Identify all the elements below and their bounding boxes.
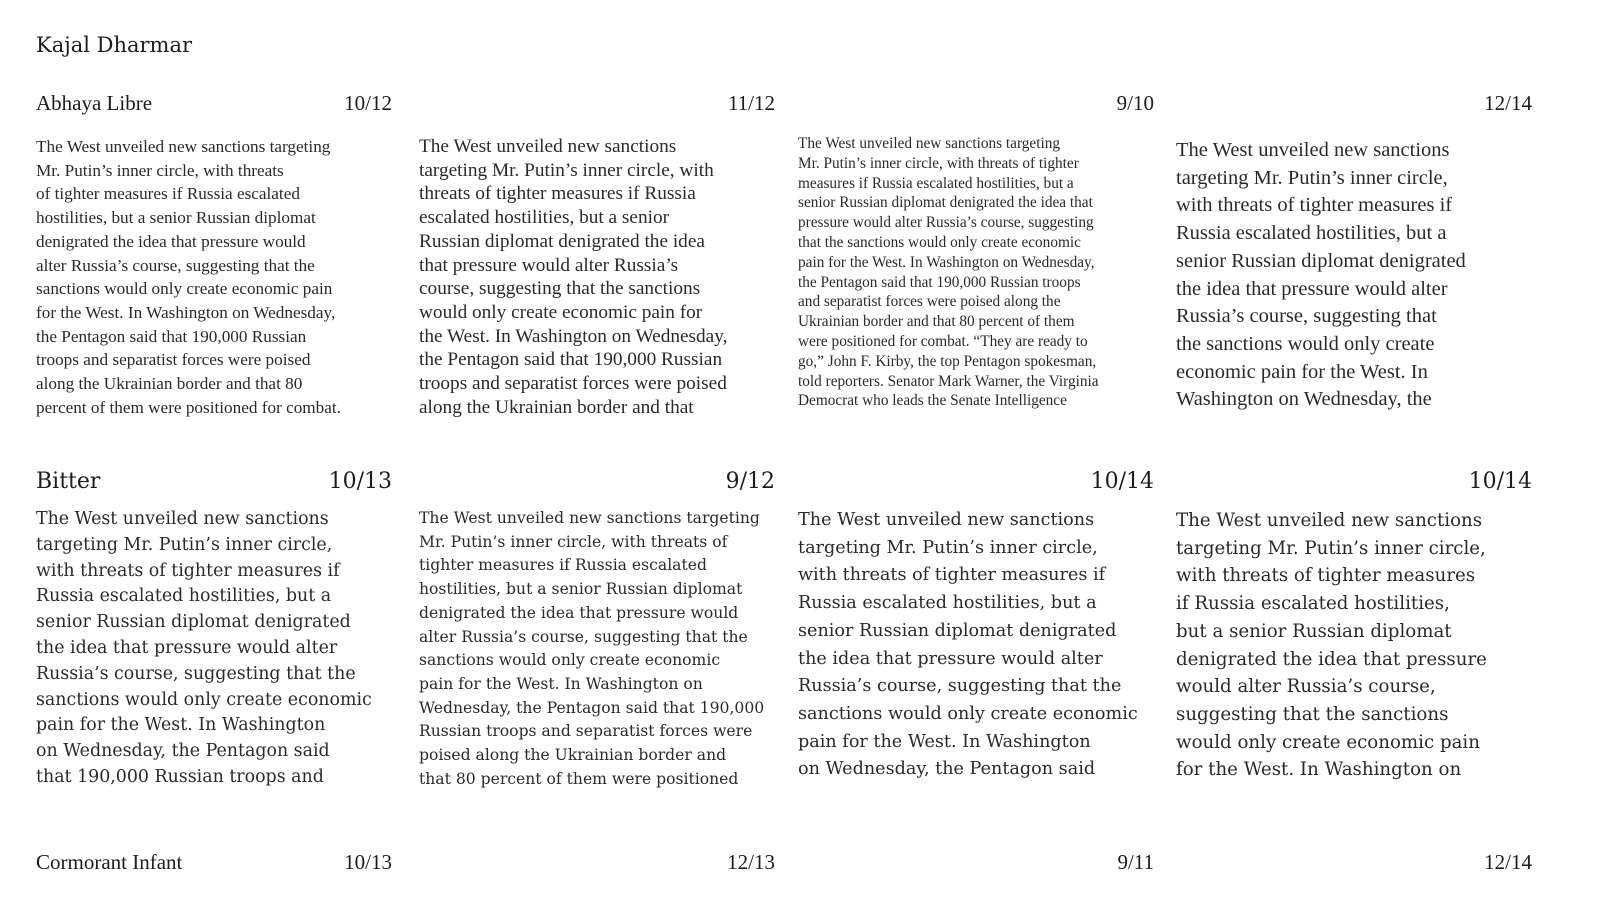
specimen-cell	[1176, 848, 1532, 878]
font-family-name: Bitter	[36, 469, 101, 494]
specimen-cell	[798, 89, 1154, 411]
specimen-header	[1176, 467, 1532, 495]
page-title: Kajal Dharmar	[36, 33, 193, 57]
sample-paragraph: The West unveiled new sanctions targeting Mr. Putin’s inner circle, with threats of tighter measures if Russia escalated hostilities, but a senior Russian diplomat denigrated the idea that pressure would alter Russia’s course, suggesting that the sanctions would only create economic pain for the West. In Washington on Wednesday, the Pentagon said	[798, 510, 1138, 780]
specimen-header	[798, 467, 1154, 495]
sample-paragraph: The West unveiled new sanctions targeting Mr. Putin’s inner circle, with threats of tighter measures if Russia escalated hostilities, but a senior Russian diplomat denigrated the idea that pressure would alter Russia’s course, suggesting that the sanctions would only create economic pain for the West. In Washington on Wednesday, the Pentagon said that 190,000 Russian troops and separatist forces were poised along the Ukrainian border and that 80 percent of them were positioned	[419, 509, 765, 788]
size-leading-label: 9/11	[1117, 850, 1154, 874]
sample-paragraph: The West unveiled new sanctions targeting Mr. Putin’s inner circle, with threats of tighter measures if Russia escalated hostilities, but a senior Russian diplomat denigrated the idea that pressure would alter Russia’s course, suggesting that the sanctions would only create economic pain for the West. In Washington on Wednesday, the Pentagon said that 190,000 Russian troops and separatist forces were poised along the Ukrainian border and that 80 percent of them were positioned for combat.	[36, 137, 341, 417]
sample-paragraph: The West unveiled new sanctions targeting Mr. Putin’s inner circle, with threats of tighter measures if Russia escalated hostilities, but a senior Russian diplomat denigrated the idea that pressure would alter Russia’s course, suggesting that the sanctions would only create economic pain for the West. In Washington on Wednesday, the Pentagon said that 190,000 Russian troops and	[36, 509, 372, 787]
specimen-header	[1176, 848, 1532, 876]
size-leading-label: 12/14	[1484, 850, 1532, 874]
sample-paragraph: The West unveiled new sanctions targeting Mr. Putin’s inner circle, with threats of tighter measures if Russia escalated hostilities, but a senior Russian diplomat denigrated the idea that pressure would alter Russia’s course, suggesting that the sanctions would only create economic pain for the West. In Washington on Wednesday, the Pentagon said that 190,000 Russian troops and separatist forces were poised along the Ukrainian border and that 80 percent of them were positioned for combat. “They are ready to go,” John F. Kirby, the top Pentagon spokesman, told reporters. Senator Mark Warner, the Virginia Democrat who leads the Senate Intelligence	[798, 135, 1099, 410]
sample-paragraph: The West unveiled new sanctions targeting Mr. Putin’s inner circle, with threats of tighter measures if Russia escalated hostilities, but a senior Russian diplomat denigrated the idea that pressure would alter Russia’s course, suggesting that the sanctions would only create economic pain for the West. In Washington on Wednesday, the	[1176, 139, 1466, 411]
size-leading-label: 10/13	[328, 469, 392, 494]
specimen-cell	[1176, 467, 1532, 784]
specimen-cell	[1176, 89, 1532, 414]
specimen-header	[419, 89, 775, 117]
specimen-cell	[798, 467, 1154, 784]
size-leading-label: 10/14	[1090, 469, 1154, 494]
specimen-header	[419, 467, 775, 495]
size-leading-label: 12/13	[727, 850, 775, 874]
specimen-header	[798, 848, 1154, 876]
specimen-header	[419, 848, 775, 876]
size-leading-label: 10/12	[344, 91, 392, 115]
specimen-header	[798, 89, 1154, 117]
specimen-cell	[798, 848, 1154, 878]
sample-paragraph: The West unveiled new sanctions targeting Mr. Putin’s inner circle, with threats of tighter measures if Russia escalated hostilities, but a senior Russian diplomat denigrated the idea that pressure would alter Russia’s course, suggesting that the sanctions would only create economic pain for the West. In Washington on	[1176, 510, 1487, 781]
specimen-header	[36, 848, 392, 876]
specimen-cell	[419, 848, 775, 878]
sample-paragraph: The West unveiled new sanctions targeting Mr. Putin’s inner circle, with threats of tighter measures if Russia escalated hostilities, but a senior Russian diplomat denigrated the idea that pressure would alter Russia’s course, suggesting that the sanctions would only create economic pain for the West. In Washington on Wednesday, the Pentagon said that 190,000 Russian troops and separatist forces were poised along the Ukrainian border and that	[419, 136, 728, 418]
size-leading-label: 12/14	[1484, 91, 1532, 115]
size-leading-label: 9/12	[725, 469, 775, 494]
specimen-cell	[419, 467, 775, 792]
specimen-cell	[419, 89, 775, 420]
specimen-header	[1176, 89, 1532, 117]
size-leading-label: 10/14	[1468, 469, 1532, 494]
specimen-cell	[36, 848, 392, 878]
specimen-cell	[36, 467, 392, 792]
font-family-name: Abhaya Libre	[36, 91, 153, 115]
size-leading-label: 10/13	[344, 850, 392, 874]
size-leading-label: 11/12	[727, 91, 775, 115]
specimen-cell	[36, 89, 392, 420]
font-family-name: Cormorant Infant	[36, 850, 183, 874]
size-leading-label: 9/10	[1116, 91, 1154, 115]
specimen-header	[36, 89, 392, 117]
specimen-header	[36, 467, 392, 495]
